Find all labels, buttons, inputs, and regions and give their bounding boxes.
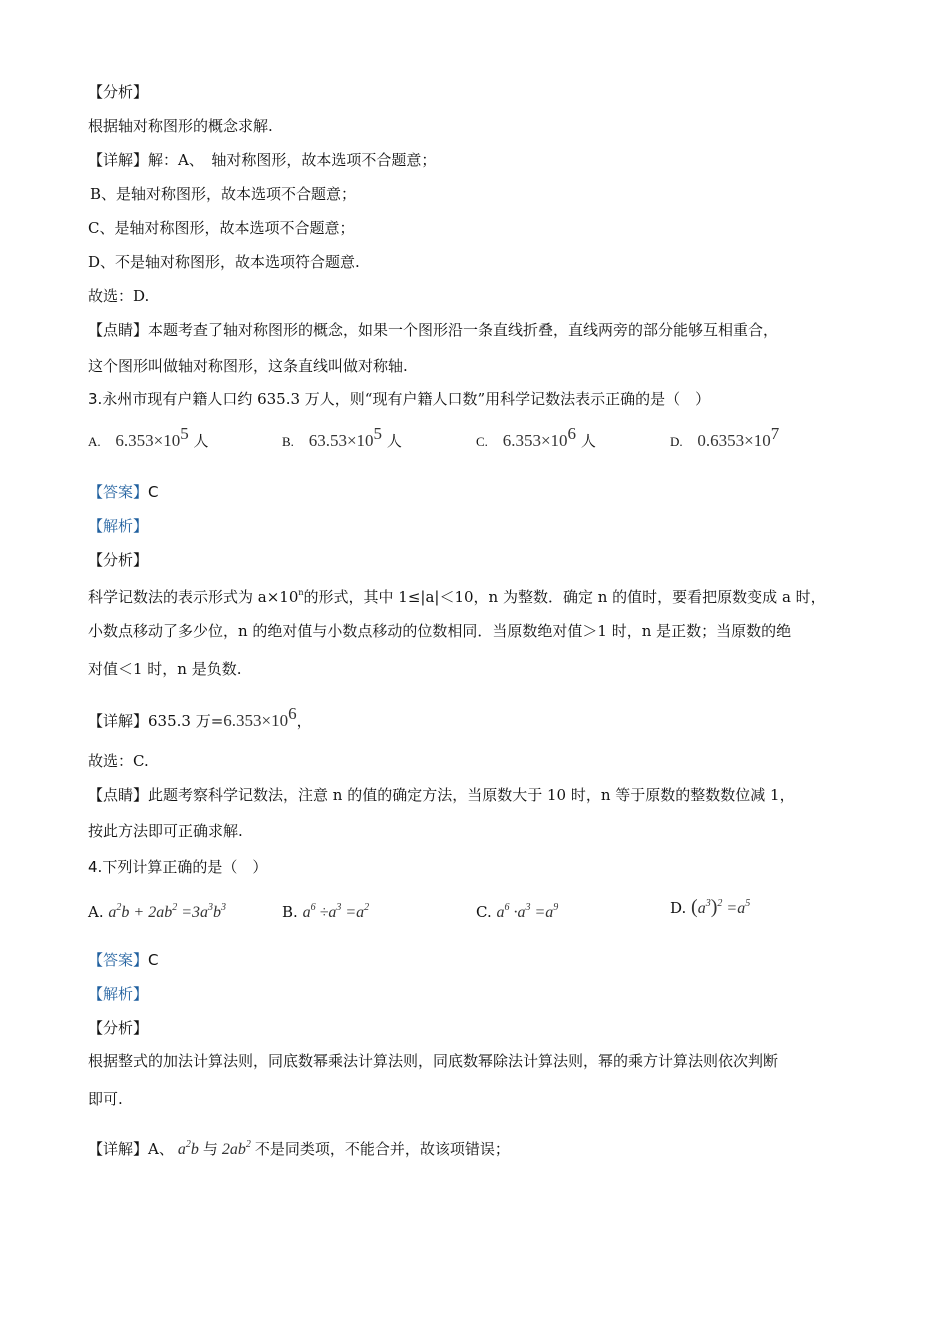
q4-analysis-heading: 【分析】 — [88, 1019, 149, 1037]
option-times: ×10 — [346, 431, 374, 450]
option-letter: B. — [282, 903, 298, 921]
q3-detail — [88, 704, 312, 731]
q2-analysis-text: 根据轴对称图形的概念求解. — [88, 117, 273, 135]
detail-suffix: ， — [296, 712, 312, 730]
option-expression: $a^6 \cdot a^3 =a^9$ — [496, 902, 559, 921]
question-number: 3. — [88, 390, 103, 408]
option-letter: B. — [282, 434, 294, 449]
q2-detail-line: 【详解】解：A、 轴对称图形，故本选项不合题意； — [88, 151, 437, 169]
q3-comment-line: 【点睛】此题考察科学记数法，注意 n 的值的确定方法，当原数大于 10 时，n 等于原数的整数数位减 1， — [88, 786, 795, 804]
option-unit: 人 — [580, 432, 596, 450]
q3-answer — [88, 482, 159, 502]
option-base: 6.353 — [502, 431, 541, 450]
option-letter: A. — [88, 903, 104, 921]
option-expression: $a^6 \div a^3 =a^2$ — [302, 902, 370, 921]
q3-analysis-line — [88, 583, 826, 607]
option-times: ×10 — [153, 431, 181, 450]
q4-stem — [88, 857, 267, 877]
detail-prefix: 【详解】A、 — [88, 1140, 174, 1158]
q4-answer — [88, 950, 159, 970]
q3-comment-line: 按此方法即可正确求解. — [88, 822, 243, 840]
detail-suffix: 不是同类项，不能合并，故该项错误； — [254, 1140, 510, 1158]
q4-option-d — [670, 896, 750, 919]
option-letter: C. — [476, 903, 492, 921]
detail-exponent: 6 — [288, 704, 297, 723]
q3-analysis-line: 小数点移动了多少位，n 的绝对值与小数点移动的位数相同．当原数绝对值＞1 时，n 是正数；当原数的绝 — [88, 622, 792, 640]
detail-connector: 与 — [202, 1140, 218, 1158]
q4-analysis-line: 根据整式的加法计算法则，同底数幂乘法计算法则，同底数幂除法计算法则，幂的乘方计算法则依次判断 — [88, 1052, 779, 1070]
q2-choice: 故选：D. — [88, 287, 150, 305]
option-exponent: 5 — [180, 424, 189, 443]
detail-expression: $2ab^2$ — [221, 1139, 251, 1158]
detail-times: ×10 — [261, 711, 289, 730]
question-text: 下列计算正确的是（ ） — [102, 858, 268, 876]
option-exponent: 7 — [770, 424, 780, 443]
q3-option-b — [282, 424, 402, 451]
q3-analysis-heading: 【分析】 — [88, 551, 149, 569]
q4-solution-heading: 【解析】 — [88, 985, 149, 1003]
option-letter: D. — [670, 434, 683, 449]
question-text: 永州市现有户籍人口约 635.3 万人，则“现有户籍人口数”用科学记数法表示正确的是（ ） — [102, 390, 711, 408]
q3-analysis-line: 对值＜1 时，n 是负数. — [88, 660, 242, 678]
option-expression: $(a^3)^2 =a^5$ — [691, 896, 751, 918]
q2-detail-line: C、是轴对称图形，故本选项不合题意； — [88, 219, 355, 237]
option-unit: 人 — [386, 432, 402, 450]
detail-prefix: 【详解】635.3 万= — [88, 712, 224, 730]
q2-analysis-heading: 【分析】 — [88, 83, 149, 101]
analysis-superscript: n — [298, 588, 304, 597]
option-expression: $a^2b + 2ab^2 =3a^3b^3$ — [108, 902, 226, 921]
q4-option-c — [476, 902, 558, 922]
analysis-text: 科学记数法的表示形式为 a×10 — [88, 588, 299, 606]
option-base: 0.6353 — [697, 431, 745, 450]
q4-option-a — [88, 902, 226, 922]
option-letter: C. — [476, 434, 488, 449]
option-letter: A. — [88, 434, 101, 449]
option-unit: 人 — [193, 432, 209, 450]
q3-solution-heading: 【解析】 — [88, 517, 149, 535]
option-times: ×10 — [744, 431, 771, 450]
analysis-text: 的形式，其中 1≤|a|＜10，n 为整数．确定 n 的值时，要看把原数变成 a 时， — [303, 588, 826, 606]
answer-tag: 【答案】 — [88, 483, 149, 501]
option-base: 6.353 — [115, 431, 154, 450]
option-exponent: 5 — [373, 424, 383, 443]
option-letter: D. — [670, 899, 687, 917]
q4-analysis-line: 即可. — [88, 1090, 123, 1108]
q2-comment-line: 这个图形叫做轴对称图形，这条直线叫做对称轴. — [88, 357, 408, 375]
q3-option-a — [88, 424, 209, 451]
answer-tag: 【答案】 — [88, 951, 149, 969]
q2-detail-line: B、是轴对称图形，故本选项不合题意； — [90, 185, 357, 203]
question-number: 4. — [88, 858, 103, 876]
answer-value: C — [148, 483, 159, 501]
q2-comment-line: 【点睛】本题考查了轴对称图形的概念，如果一个图形沿一条直线折叠，直线两旁的部分能够互相重合， — [88, 321, 779, 339]
q3-stem — [88, 389, 710, 409]
q4-option-b — [282, 902, 369, 922]
q3-option-c — [476, 424, 596, 451]
answer-value: C — [148, 951, 159, 969]
detail-base: 6.353 — [223, 711, 262, 730]
q4-detail — [88, 1135, 510, 1160]
option-exponent: 6 — [567, 424, 577, 443]
option-base: 63.53 — [308, 431, 347, 450]
q3-option-d — [670, 424, 779, 451]
option-times: ×10 — [540, 431, 568, 450]
q3-choice: 故选：C. — [88, 752, 149, 770]
detail-expression: $a^2b$ — [177, 1139, 199, 1158]
q2-detail-line: D、不是轴对称图形，故本选项符合题意. — [88, 253, 360, 271]
